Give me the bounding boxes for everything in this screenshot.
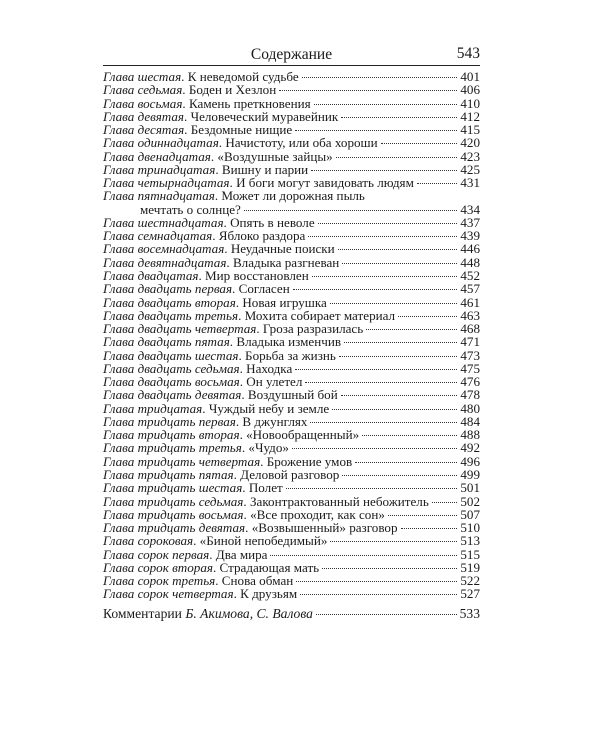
chapter-title: «Все проходит, как сон» [250,506,385,522]
toc-entry-page: 510 [460,520,480,536]
toc-leader-dots [286,488,458,489]
toc-leader-dots [338,249,458,250]
toc-entry-page: 415 [460,122,480,138]
toc-entry-page: 468 [460,321,480,337]
chapter-label: Глава пятнадцатая [103,188,215,204]
toc-leader-dots [270,555,457,556]
toc-entry-title: Глава двадцать шестая. Борьба за жизнь [103,347,336,363]
running-header [103,44,480,64]
toc-entry-title: Глава двадцать третья. Мохита собирает материал [103,307,396,323]
chapter-title: мечтать о солнце? [140,201,241,217]
chapter-title: «Возвышенный» разговор [251,520,398,536]
toc-entry-page: 522 [460,573,480,589]
chapter-title: В джунглях [242,413,308,429]
toc-entry-title: Глава сороковая. «Биной непобедимый» [103,533,328,549]
toc-entry-title: Глава двадцать восьмая. Он улетел [103,374,303,390]
toc-entry-title: Глава тридцать вторая. «Новообращенный» [103,427,360,443]
chapter-title: Воздушный бой [247,387,338,403]
toc-leader-dots [341,117,457,118]
toc-leader-dots [398,316,457,317]
toc-leader-dots [302,77,458,78]
toc-entry-title: Глава восьмая. Камень преткновения [103,95,311,111]
toc-entry-title: Глава сорок первая. Два мира [103,546,268,562]
chapter-title: Может ли дорожная пыль [221,188,365,204]
toc-entry[interactable] [103,150,480,163]
chapter-title: Боден и Хезлон [188,82,277,98]
toc-leader-dots [355,462,457,463]
toc-leader-dots [362,435,457,436]
chapter-title: «Воздушные зайцы» [217,148,333,164]
header-rule [103,65,480,66]
chapter-title: Бездомные нищие [190,122,293,138]
chapter-title: Деловой разговор [240,466,340,482]
toc-entry[interactable] [103,362,480,375]
toc-entry-page: 463 [460,307,480,323]
toc-entry-page: 406 [460,82,480,98]
toc-leader-dots [295,369,457,370]
chapter-label: Глава седьмая [103,82,183,98]
chapter-title: «Чудо» [248,440,289,456]
toc-entry[interactable] [103,203,480,216]
toc-entry-page: 431 [460,175,480,191]
toc-entry-title: Глава двадцать пятая. Владыка изменчив [103,334,342,350]
toc-entry[interactable] [103,163,480,176]
chapter-label: Глава семнадцатая [103,228,213,244]
toc-leader-dots [339,356,458,357]
toc-entry-title: Глава сорок вторая. Страдающая мать [103,559,320,575]
toc-entry-title: Глава двадцатая. Мир восстановлен [103,267,309,283]
table-of-contents [103,70,480,621]
chapter-label: Глава тридцатая [103,400,203,416]
toc-entry-page: 480 [460,400,480,416]
chapter-label: Глава двадцать шестая [103,347,239,363]
chapter-title: Находка [246,360,293,376]
chapter-title: Вишну и парии [221,161,309,177]
toc-entry-page: 488 [460,427,480,443]
toc-entry-title: Глава двадцать седьмая. Находка [103,360,293,376]
toc-entry-page: 457 [460,281,480,297]
toc-entry[interactable] [103,508,480,521]
toc-entry-title: Глава десятая. Бездомные нищие [103,122,293,138]
toc-entry[interactable] [103,574,480,587]
chapter-title: Он улетел [246,374,303,390]
toc-entry-title: Глава седьмая. Боден и Хезлон [103,82,277,98]
toc-entry-page: 461 [460,294,480,310]
toc-entry[interactable] [103,495,480,508]
chapter-title: Борьба за жизнь [245,347,336,363]
chapter-label: Глава тридцать первая [103,413,236,429]
toc-entry-page: 513 [460,533,480,549]
toc-entry-page: 452 [460,267,480,283]
chapter-label: Глава сорок четвертая [103,586,234,602]
toc-entry-title: Глава шестая. К неведомой судьбе [103,69,299,84]
toc-leader-dots [308,236,457,237]
toc-entry[interactable] [103,455,480,468]
toc-leader-dots [401,528,458,529]
chapter-label: Глава двадцать вторая [103,294,236,310]
toc-entry[interactable] [103,322,480,335]
toc-entry-page: 492 [460,440,480,456]
toc-leader-dots [295,130,457,131]
toc-entry[interactable] [103,110,480,123]
toc-entry[interactable] [103,548,480,561]
chapter-title: Чуждый небу и земле [208,400,330,416]
toc-entry-page: 425 [460,161,480,177]
toc-entry[interactable] [103,189,480,202]
toc-entry[interactable] [103,282,480,295]
toc-entry-title: Глава сорок четвертая. К друзьям [103,586,298,602]
toc-entry-title: Глава девятая. Человеческий муравейник [103,108,339,124]
toc-entry-page: 434 [460,201,480,217]
toc-entry-page: 412 [460,108,480,124]
toc-entry[interactable] [103,349,480,362]
chapter-title: К неведомой судьбе [187,69,299,84]
toc-entry-page: 437 [460,214,480,230]
toc-entry[interactable] [103,229,480,242]
toc-entry[interactable] [103,388,480,401]
toc-entry-title: Глава тридцать восьмая. «Все проходит, как сон» [103,506,385,522]
toc-leader-dots [293,289,458,290]
toc-entry-page: 484 [460,413,480,429]
toc-leader-dots [311,170,457,171]
toc-entry-page: 515 [460,546,480,562]
toc-entry-title: Глава тридцать седьмая. Законтрактованный небожитель [103,493,429,509]
chapter-label: Глава тридцать шестая [103,480,243,496]
chapter-label: Глава двадцать восьмая [103,374,240,390]
toc-entry-page: 475 [460,360,480,376]
chapter-title: Мир восстановлен [205,267,309,283]
toc-leader-dots [244,210,458,211]
chapter-title: Новая игрушка [242,294,327,310]
toc-entry-page: 519 [460,559,480,575]
chapter-label: Глава тринадцатая [103,161,216,177]
chapter-label: Глава двенадцатая [103,148,211,164]
toc-entry[interactable] [103,216,480,229]
toc-entry[interactable] [103,481,480,494]
chapter-label: Глава тридцать восьмая [103,506,244,522]
toc-entry-commentary[interactable] [103,606,480,621]
chapter-label: Глава девятая [103,108,185,124]
chapter-title: Яблоко раздора [218,228,306,244]
toc-entry[interactable] [103,587,480,600]
toc-entry-title: Глава тридцать третья. «Чудо» [103,440,289,456]
toc-leader-dots [314,104,458,105]
toc-entry-page: 473 [460,347,480,363]
toc-entry-page: 439 [460,228,480,244]
chapter-label: Глава сорок первая [103,546,210,562]
toc-entry-title: Глава восемнадцатая. Неудачные поиски [103,241,335,257]
toc-entry-title: Глава тридцать четвертая. Брожение умов [103,453,353,469]
chapter-title: Законтрактованный небожитель [249,493,429,509]
toc-leader-dots [322,568,457,569]
toc-entry-page: 401 [460,69,480,84]
chapter-label: Глава двадцать четвертая [103,321,257,337]
toc-entry[interactable] [103,296,480,309]
chapter-title: Два мира [215,546,268,562]
chapter-label: Глава тридцать девятая [103,520,246,536]
toc-entry[interactable] [103,269,480,282]
toc-leader-dots [300,594,457,595]
toc-entry-page: 448 [460,254,480,270]
toc-entry[interactable] [103,256,480,269]
toc-entry-title: Глава шестнадцатая. Опять в неволе [103,214,315,230]
toc-entry[interactable] [103,441,480,454]
toc-entry[interactable] [103,83,480,96]
toc-entry-page: 478 [460,387,480,403]
chapter-title: Гроза разразилась [262,321,364,337]
chapter-title: К друзьям [240,586,298,602]
toc-entry-title: Комментарии Б. Акимова, С. Валова [103,605,313,621]
toc-entry-page: 476 [460,374,480,390]
chapter-label: Глава сорок вторая [103,559,213,575]
chapter-title: Снова обман [221,573,294,589]
toc-entry[interactable] [103,375,480,388]
toc-entry-page: 471 [460,334,480,350]
toc-leader-dots [342,475,457,476]
chapter-label: Глава восьмая [103,95,183,111]
chapter-label: Глава тридцать пятая [103,466,234,482]
toc-leader-dots [292,448,457,449]
toc-leader-dots [312,276,458,277]
toc-entry-title: Глава тридцать шестая. Полет [103,480,283,496]
toc-leader-dots [296,581,457,582]
toc-entry[interactable] [103,402,480,415]
toc-leader-dots [316,614,457,615]
chapter-title: Опять в неволе [230,214,315,230]
toc-leader-dots [344,342,457,343]
toc-entry-title: Глава одиннадцатая. Начистоту, или оба хороши [103,135,378,151]
toc-entry-title: Глава девятнадцатая. Владыка разгневан [103,254,340,270]
toc-entry-title: Глава тридцать пятая. Деловой разговор [103,466,340,482]
chapter-label: Глава тридцать седьмая [103,493,244,509]
toc-entry-title: Глава двенадцатая. «Воздушные зайцы» [103,148,333,164]
header-page-number: 543 [456,45,480,62]
toc-entry-page: 496 [460,453,480,469]
toc-entry-page: 420 [460,135,480,151]
toc-entry-title: Глава пятнадцатая. Может ли дорожная пыль [103,188,365,204]
toc-entry[interactable] [103,468,480,481]
toc-leader-dots [417,183,458,184]
toc-entry[interactable] [103,534,480,547]
toc-entry-title: Глава тридцать девятая. «Возвышенный» разговор [103,520,398,536]
chapter-label: Глава сороковая [103,533,194,549]
toc-leader-dots [305,382,457,383]
chapter-title: Страдающая мать [219,559,320,575]
toc-entry[interactable] [103,70,480,83]
toc-entry-title: Глава двадцать первая. Согласен [103,281,290,297]
chapter-label: Глава восемнадцатая [103,241,225,257]
chapter-label: Глава шестая [103,69,182,84]
chapter-title: Мохита собирает материал [244,307,396,323]
toc-entry-page: 499 [460,466,480,482]
toc-entry-page: 410 [460,95,480,111]
toc-entry-title: Глава двадцать четвертая. Гроза разразилась [103,321,364,337]
toc-entry[interactable] [103,428,480,441]
toc-entry-page: 527 [460,586,480,602]
chapter-label: Глава двадцатая [103,267,199,283]
chapter-label: Глава тридцать четвертая [103,453,261,469]
toc-entry-title: Глава семнадцатая. Яблоко раздора [103,228,306,244]
toc-leader-dots [318,223,458,224]
toc-entry-page: 507 [460,506,480,522]
toc-entry[interactable] [103,415,480,428]
toc-leader-dots [332,409,457,410]
toc-leader-dots [330,303,458,304]
chapter-label: Глава тридцать третья [103,440,242,456]
chapter-title: Камень преткновения [188,95,311,111]
chapter-label: Глава десятая [103,122,185,138]
toc-leader-dots [341,395,458,396]
toc-entry[interactable] [103,561,480,574]
toc-leader-dots [388,515,457,516]
toc-entry[interactable] [103,176,480,189]
chapter-title: Полет [248,480,283,496]
toc-entry[interactable] [103,521,480,534]
chapter-label: Глава сорок третья [103,573,216,589]
chapter-label: Глава двадцать седьмая [103,360,240,376]
chapter-label: Глава четырнадцатая [103,175,230,191]
toc-entry-page: 502 [460,493,480,509]
chapter-label: Глава двадцать первая [103,281,233,297]
toc-entry[interactable] [103,335,480,348]
toc-entry[interactable] [103,309,480,322]
toc-leader-dots [381,143,458,144]
chapter-title: Владыка изменчив [236,334,342,350]
chapter-label: Глава двадцать пятая [103,334,230,350]
chapter-title: Человеческий муравейник [190,108,339,124]
chapter-title: Брожение умов [266,453,353,469]
chapter-title: Владыка разгневан [232,254,340,270]
toc-entry-title: Глава сорок третья. Снова обман [103,573,294,589]
toc-entry-page: 446 [460,241,480,257]
toc-entry-title: Глава тринадцатая. Вишну и парии [103,161,309,177]
toc-leader-dots [310,422,457,423]
chapter-title: «Новообращенный» [246,427,360,443]
toc-leader-dots [342,263,457,264]
chapter-label: Глава девятнадцатая [103,254,227,270]
toc-leader-dots [279,90,457,91]
chapter-label: Глава одиннадцатая [103,135,219,151]
toc-entry-title: Глава двадцать вторая. Новая игрушка [103,294,327,310]
toc-leader-dots [330,541,457,542]
toc-entry-title: Глава тридцать первая. В джунглях [103,413,308,429]
toc-entry-title: Глава тридцатая. Чуждый небу и земле [103,400,330,416]
chapter-label: Глава двадцать третья [103,307,239,323]
chapter-title: Неудачные поиски [230,241,335,257]
chapter-label: Глава шестнадцатая [103,214,224,230]
toc-entry-title: Глава четырнадцатая. И боги могут завидовать людям [103,175,414,191]
chapter-title: Согласен [238,281,290,297]
chapter-label: Глава двадцать девятая [103,387,242,403]
header-title: Содержание [250,46,333,63]
toc-entry-page: 533 [459,605,480,621]
toc-leader-dots [432,502,458,503]
toc-entry[interactable] [103,242,480,255]
chapter-label: Глава тридцать вторая [103,427,240,443]
toc-entry[interactable] [103,136,480,149]
toc-entry[interactable] [103,97,480,110]
chapter-title: Начистоту, или оба хороши [225,135,378,151]
toc-entry-title: Глава двадцать девятая. Воздушный бой [103,387,338,403]
toc-entry[interactable] [103,123,480,136]
chapter-title: «Биной непобедимый» [199,533,328,549]
chapter-title: И боги могут завидовать людям [236,175,414,191]
toc-entry-page: 423 [460,148,480,164]
toc-leader-dots [336,157,458,158]
toc-leader-dots [366,329,457,330]
toc-entry-page: 501 [460,480,480,496]
